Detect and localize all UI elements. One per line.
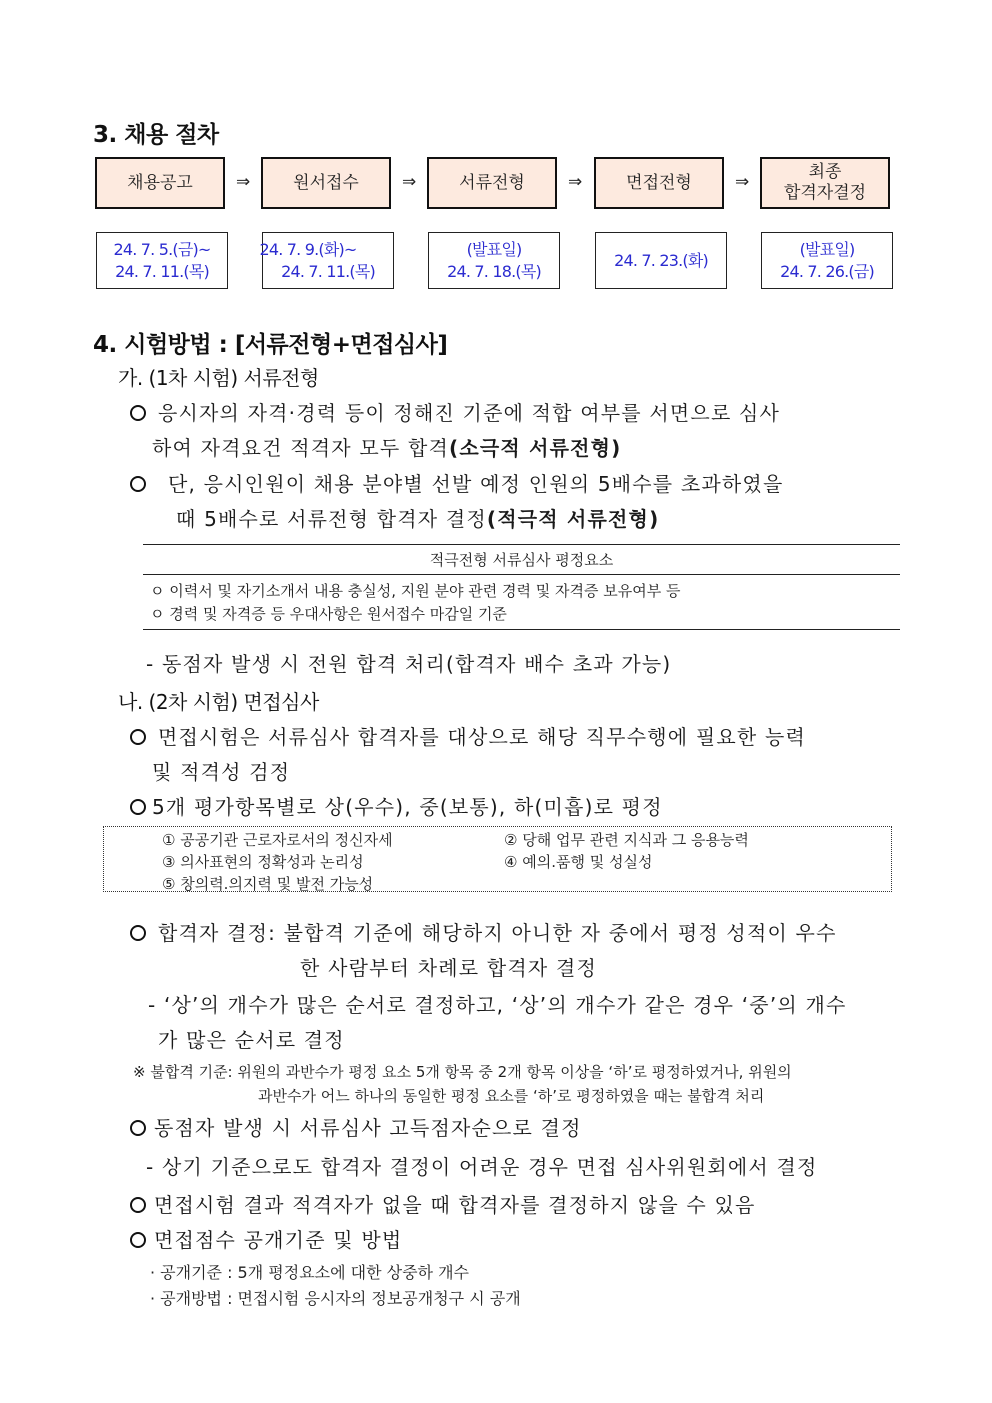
date-line: (발표일): [466, 239, 522, 259]
date-box-3: [428, 232, 560, 289]
circle-bullet-icon: [130, 799, 146, 815]
step-box-5: [760, 157, 890, 209]
part-b-bullet-1-cont: 및 적격성 검정: [152, 760, 291, 784]
circle-bullet-icon: [130, 1232, 146, 1248]
part-a-bullet-2: [130, 468, 783, 497]
part-b-bullet-5: [130, 1189, 756, 1218]
step-box-3: [427, 157, 557, 209]
disclosure-method: · 공개방법 : 면접시험 응시자의 정보공개청구 시 공개: [150, 1289, 521, 1308]
bold-text: (적극적 서류전형): [486, 507, 660, 531]
date-line: 24. 7. 11.(목): [115, 261, 209, 281]
section-3-title: 3. 채용 절차: [93, 122, 219, 148]
text: 합격자 결정: 불합격 기준에 해당하지 아니한 자 중에서 평정 성적이 우수: [158, 921, 837, 945]
part-a-title: 가. (1차 시험) 서류전형: [118, 366, 319, 390]
text: 하여 자격요건 적격자 모두 합격: [152, 436, 449, 460]
text: 때 5배수로 서류전형 합격자 결정: [176, 507, 487, 531]
fail-criteria-note-cont: 과반수가 어느 하나의 동일한 평정 요소를 ‘하’로 평정하였을 때는 불합격 처리: [258, 1087, 765, 1105]
arrow-icon: ⇒: [402, 172, 417, 192]
text: 면접시험은 서류심사 합격자를 대상으로 해당 직무수행에 필요한 능력: [158, 725, 806, 749]
step-label-line: 합격자결정: [783, 183, 867, 203]
circle-bullet-icon: [130, 1197, 146, 1213]
date-box-2: [259, 232, 394, 289]
date-line: 24. 7. 23.(화): [614, 250, 708, 270]
criterion-3: ③ 의사표현의 정확성과 논리성: [162, 853, 364, 871]
circle-bullet-icon: [130, 1120, 146, 1136]
arrow-icon: ⇒: [236, 172, 251, 192]
bold-text: (소극적 서류전형): [449, 436, 622, 460]
arrow-icon: ⇒: [735, 172, 750, 192]
text: 응시자의 자격·경력 등이 정해진 기준에 적합 여부를 서면으로 심사: [158, 401, 781, 425]
table-top-rule: [143, 544, 900, 545]
date-line: (발표일): [799, 239, 855, 259]
table-row-1: ㅇ 이력서 및 자기소개서 내용 충실성, 지원 분야 관련 경력 및 자격증 보유여부 등: [150, 582, 681, 600]
criterion-5: ⑤ 창의력.의지력 및 발전 가능성: [162, 875, 374, 893]
table-row-2: ㅇ 경력 및 자격증 등 우대사항은 원서접수 마감일 기준: [150, 605, 507, 623]
step-label: 면접전형: [626, 172, 692, 193]
text: 5개 평가항목별로 상(우수), 중(보통), 하(미흡)로 평정: [152, 795, 663, 819]
criterion-1: ① 공공기관 근로자로서의 정신자세: [162, 831, 393, 849]
part-a-bullet-1: [130, 397, 780, 426]
circle-bullet-icon: [130, 925, 146, 941]
part-b-bullet-6: [130, 1224, 402, 1253]
date-line: 24. 7. 9.(화)~: [259, 239, 357, 259]
table-bottom-rule: [143, 629, 900, 630]
date-box-1: [96, 232, 228, 289]
fail-criteria-note: ※ 불합격 기준: 위원의 과반수가 평정 요소 5개 항목 중 2개 항목 이상을 ‘하’로 평정하였거나, 위원의: [133, 1063, 792, 1081]
part-b-bullet-3-cont: 한 사람부터 차례로 합격자 결정: [300, 956, 597, 980]
text: 면접시험 결과 적격자가 없을 때 합격자를 결정하지 않을 수 있음: [154, 1193, 756, 1217]
criterion-4: ④ 예의.품행 및 성실성: [504, 853, 653, 871]
arrow-icon: ⇒: [568, 172, 583, 192]
step-label: 서류전형: [459, 172, 525, 193]
step-box-4: [594, 157, 724, 209]
step-label-line: 최종: [808, 162, 842, 182]
part-b-dash-1: - ‘상’의 개수가 많은 순서로 결정하고, ‘상’의 개수가 같은 경우 ‘중’의 개수: [148, 993, 847, 1017]
table-header-rule: [143, 574, 900, 575]
circle-bullet-icon: [130, 405, 146, 421]
part-b-bullet-1: [130, 721, 806, 750]
date-line: 24. 7. 11.(목): [281, 261, 375, 281]
text: 동점자 발생 시 서류심사 고득점자순으로 결정: [154, 1116, 582, 1140]
part-a-bullet-2-cont: [176, 503, 659, 532]
table-header: 적극전형 서류심사 평정요소: [429, 551, 614, 569]
part-a-note: - 동점자 발생 시 전원 합격 처리(합격자 배수 초과 가능): [146, 652, 672, 676]
step-box-2: [261, 157, 391, 209]
part-b-dash-2: - 상기 기준으로도 합격자 결정이 어려운 경우 면접 심사위원회에서 결정: [146, 1155, 818, 1179]
date-box-4: [595, 232, 727, 289]
date-line: 24. 7. 26.(금): [780, 261, 874, 281]
part-b-bullet-2: [130, 791, 663, 820]
step-box-1: [95, 157, 225, 209]
date-line: 24. 7. 18.(목): [447, 261, 541, 281]
date-box-5: [761, 232, 893, 289]
part-b-dash-1-cont: 가 많은 순서로 결정: [158, 1028, 345, 1052]
circle-bullet-icon: [130, 476, 146, 492]
step-label: 원서접수: [293, 172, 359, 193]
step-label: 채용공고: [127, 172, 193, 193]
date-line: 24. 7. 5.(금)~: [113, 239, 211, 259]
criterion-2: ② 당해 업무 관련 지식과 그 응용능력: [504, 831, 749, 849]
circle-bullet-icon: [130, 729, 146, 745]
text: 면접점수 공개기준 및 방법: [154, 1228, 403, 1252]
part-b-bullet-4: [130, 1112, 582, 1141]
section-4-title: 4. 시험방법 : [서류전형+면접심사]: [93, 332, 448, 358]
part-a-bullet-1-cont: [152, 432, 621, 461]
text: 단, 응시인원이 채용 분야별 선발 예정 인원의 5배수를 초과하였을: [168, 472, 784, 496]
disclosure-criteria: · 공개기준 : 5개 평정요소에 대한 상중하 개수: [150, 1263, 470, 1282]
part-b-title: 나. (2차 시험) 면접심사: [118, 690, 319, 714]
part-b-bullet-3: [130, 917, 837, 946]
